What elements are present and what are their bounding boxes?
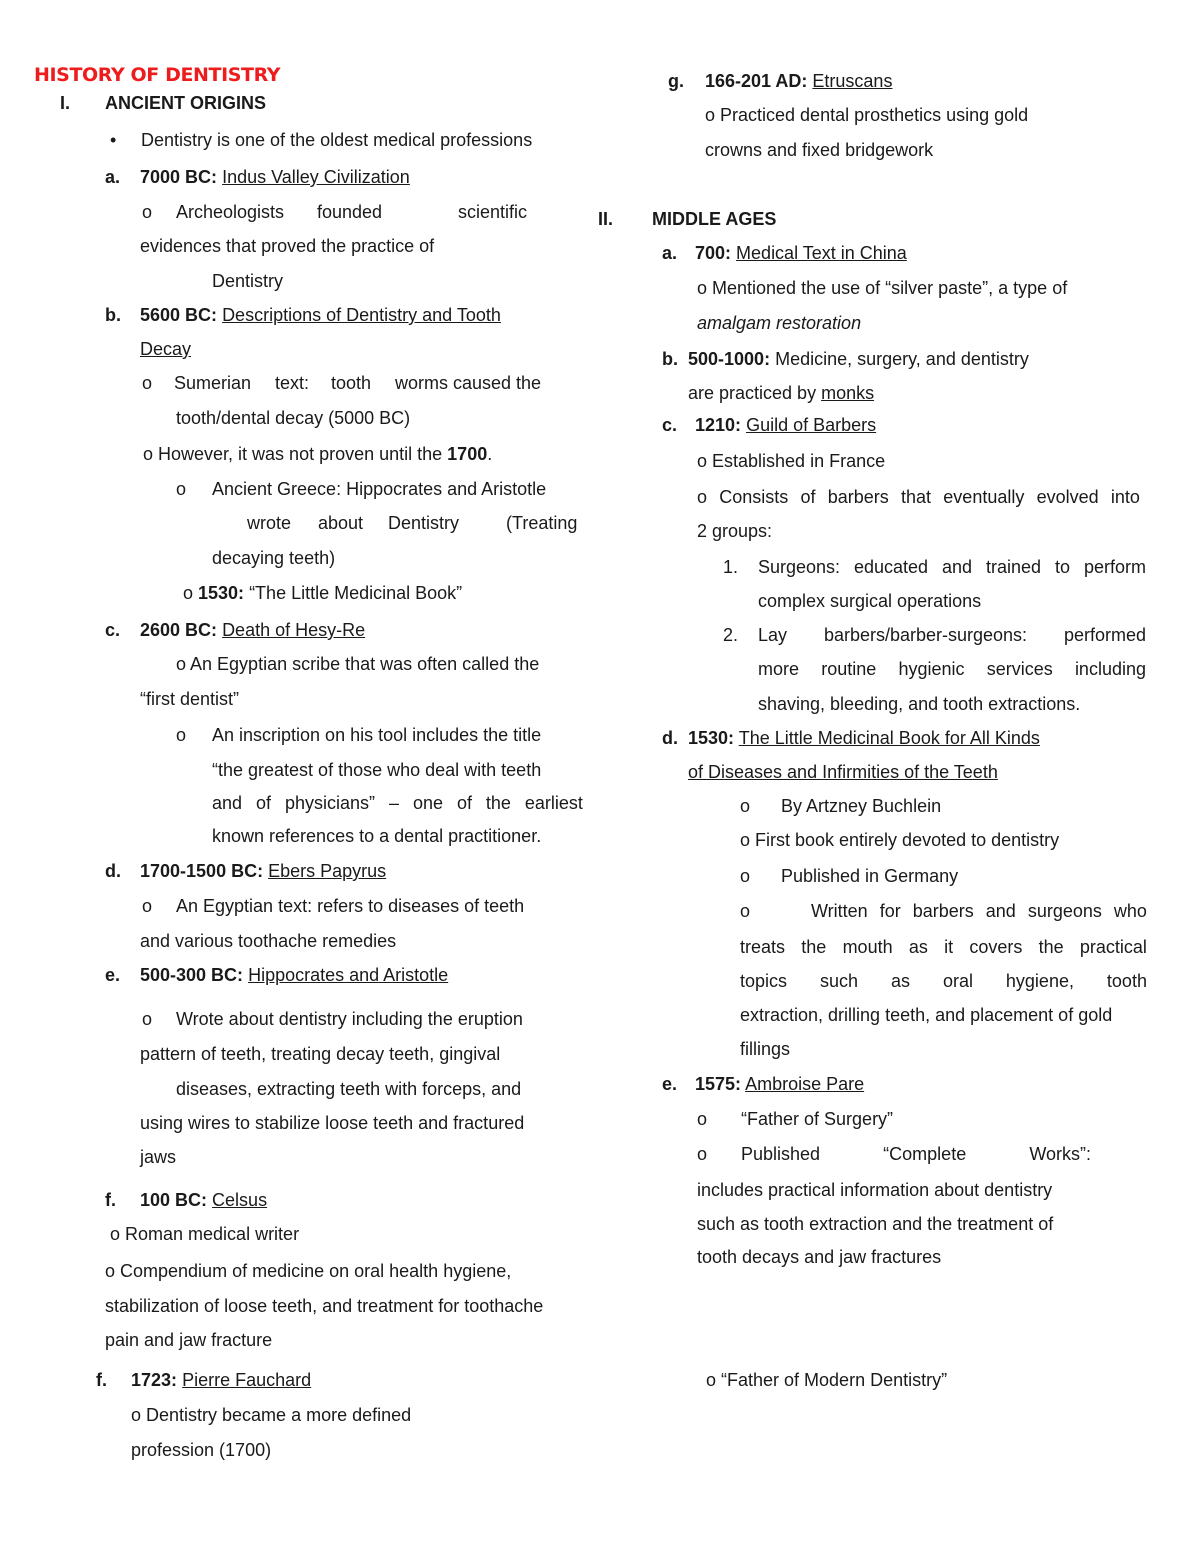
text-line: o Practiced dental prosthetics using gold (705, 105, 1029, 125)
text-line: known references to a dental practitioner. (212, 826, 542, 846)
text-line: jaws (140, 1147, 177, 1167)
section-number: I. (60, 93, 71, 113)
justified-line (697, 486, 1140, 508)
item-date: 500-1000: (688, 349, 771, 369)
list-number: 2. (723, 625, 739, 645)
text-word: trained (986, 557, 1042, 577)
justified-line (758, 556, 1146, 578)
text-word: educated (854, 557, 929, 577)
circle-bullet-icon: o (142, 896, 153, 916)
item-label: g. (668, 71, 684, 91)
item-date: 7000 BC: (140, 167, 218, 187)
text-word: performed (1063, 625, 1146, 645)
text-word: Dentistry (388, 513, 460, 533)
item-label: e. (105, 965, 121, 985)
circle-bullet-icon: o (142, 1009, 153, 1029)
item-topic: Death of Hesy-Re (222, 620, 366, 640)
text-line (143, 443, 492, 465)
text-word: “Complete (883, 1144, 967, 1164)
item-label: b. (105, 305, 121, 325)
text-line: An inscription on his tool includes the title (212, 725, 542, 745)
text-underline: monks (821, 383, 875, 403)
item-date: 1723: (131, 1370, 178, 1390)
text-line: using wires to stabilize loose teeth and fractured (140, 1113, 525, 1133)
text-line: o Mentioned the use of “silver paste”, a type of (697, 278, 1068, 298)
text-word: Surgeons: (758, 557, 841, 577)
item-label: d. (105, 861, 121, 881)
text-word: such (819, 971, 859, 991)
item-date: 700: (695, 243, 732, 263)
text-word: routine (821, 659, 877, 679)
text-word: more (758, 659, 800, 679)
justified-line (740, 936, 1147, 958)
item-heading (140, 860, 386, 882)
text-word: founded (317, 202, 383, 222)
text-word: barbers (912, 901, 974, 921)
item-topic: Ebers Papyrus (268, 861, 387, 881)
item-label: d. (662, 728, 678, 748)
text-part: . (487, 444, 493, 464)
justified-line (758, 624, 1146, 646)
text-word: and (212, 793, 243, 813)
item-topic: Celsus (212, 1190, 268, 1210)
item-heading (695, 1073, 864, 1095)
item-label: a. (662, 243, 678, 263)
text-line: o An Egyptian scribe that was often called the (176, 654, 540, 674)
text-line: Wrote about dentistry including the eruption (176, 1009, 523, 1029)
text-word: the (801, 937, 827, 957)
text-word: evolved (1036, 487, 1099, 507)
text-word: eventually (943, 487, 1025, 507)
text-word: oral (942, 971, 973, 991)
text-word: hygienic (898, 659, 965, 679)
text-word: tooth (331, 373, 372, 393)
text-line (688, 382, 874, 404)
text-part: o However, it was not proven until the (143, 444, 448, 464)
text-word: to (1054, 557, 1070, 577)
text-line: “first dentist” (140, 689, 240, 709)
text-word: Sumerian (174, 373, 252, 393)
text-word: Published (741, 1144, 821, 1164)
item-heading (140, 1189, 267, 1211)
text-word: tooth (1106, 971, 1147, 991)
item-label: f. (105, 1190, 116, 1210)
item-heading (705, 70, 892, 92)
text-word: for (879, 901, 901, 921)
text-word: o (697, 487, 708, 507)
text-word: Works”: (1029, 1144, 1091, 1164)
item-heading (140, 166, 410, 188)
circle-bullet-icon: o (176, 479, 187, 499)
text-line: crowns and fixed bridgework (705, 140, 934, 160)
text-line: o Roman medical writer (110, 1224, 300, 1244)
text-word: surgeons (1027, 901, 1102, 921)
item-topic: Medical Text in China (736, 243, 907, 263)
item-date: 166-201 AD: (705, 71, 808, 91)
item-date: 1530: (688, 728, 735, 748)
intro-text: Dentistry is one of the oldest medical professions (141, 130, 533, 150)
text-line: fillings (740, 1039, 791, 1059)
item-topic: Hippocrates and Aristotle (248, 965, 449, 985)
item-label: b. (662, 349, 678, 369)
text-word: services (986, 659, 1053, 679)
text-bold: 1530: (198, 583, 245, 603)
text-line: 2 groups: (697, 521, 773, 541)
text-word: Written (811, 901, 868, 921)
text-word: treats (740, 937, 786, 957)
text-line: o Compendium of medicine on oral health hygiene, (105, 1261, 512, 1281)
section-number: II. (598, 209, 614, 229)
justified-line (212, 792, 583, 814)
circle-bullet-icon: o (697, 1144, 708, 1164)
text-word: (Treating (506, 513, 578, 533)
text-word: one (412, 793, 443, 813)
item-heading (140, 964, 448, 986)
text-word: into (1110, 487, 1140, 507)
item-label: c. (105, 620, 121, 640)
text-line: stabilization of loose teeth, and treatment for toothache (105, 1296, 544, 1316)
text-line: extraction, drilling teeth, and placement of gold (740, 1005, 1113, 1025)
item-heading (688, 727, 1040, 749)
text-word: it (944, 937, 954, 957)
text-bold: 1700 (447, 444, 488, 464)
text-line: o First book entirely devoted to dentistry (740, 830, 1060, 850)
item-heading (695, 414, 876, 436)
item-date: 1700-1500 BC: (140, 861, 264, 881)
text-line: Ancient Greece: Hippocrates and Aristotle (212, 479, 547, 499)
item-date: 1575: (695, 1074, 742, 1094)
text-line: pattern of teeth, treating decay teeth, gingival (140, 1044, 501, 1064)
item-date: 1210: (695, 415, 742, 435)
list-number: 1. (723, 557, 739, 577)
text-word: perform (1083, 557, 1146, 577)
text-word: as (908, 937, 928, 957)
item-topic: Pierre Fauchard (182, 1370, 312, 1390)
text-word: – (388, 793, 399, 813)
text-word: about (318, 513, 364, 533)
text-word: Lay (758, 625, 788, 645)
text-word: scientific (458, 202, 528, 222)
text-word: that (901, 487, 932, 507)
text-line: evidences that proved the practice of (140, 236, 435, 256)
text-line: “Father of Surgery” (741, 1109, 894, 1129)
text-word: Consists (719, 487, 789, 507)
circle-bullet-icon: o (740, 796, 751, 816)
text-line: such as tooth extraction and the treatment of (697, 1214, 1054, 1234)
text-line: o Dentistry became a more defined (131, 1405, 412, 1425)
section-heading: ANCIENT ORIGINS (105, 93, 267, 113)
text-line: By Artzney Buchlein (781, 796, 942, 816)
item-label: e. (662, 1074, 678, 1094)
circle-bullet-icon: o (176, 725, 187, 745)
text-word: Archeologists (176, 202, 285, 222)
item-date: 5600 BC: (140, 305, 218, 325)
text-word: hygiene, (1005, 971, 1074, 991)
item-label: f. (96, 1370, 107, 1390)
text-word: and (985, 901, 1016, 921)
text-word: barbers (827, 487, 889, 507)
text-word: of (800, 487, 816, 507)
justified-line (741, 1143, 1091, 1165)
text-line: profession (1700) (131, 1440, 272, 1460)
text-word: as (890, 971, 910, 991)
text-word: covers (969, 937, 1023, 957)
item-topic: Etruscans (812, 71, 893, 91)
text-line: Published in Germany (781, 866, 959, 886)
section-heading: MIDDLE AGES (652, 209, 777, 229)
text-word: of (456, 793, 472, 813)
item-topic: Indus Valley Civilization (222, 167, 410, 187)
page-title: HISTORY OF DENTISTRY (34, 64, 281, 86)
text-line: includes practical information about dentistry (697, 1180, 1053, 1200)
text-line: o Established in France (697, 451, 886, 471)
text-word: wrote (247, 513, 292, 533)
item-label: c. (662, 415, 678, 435)
text-line: pain and jaw fracture (105, 1330, 273, 1350)
text-line (183, 582, 462, 604)
text-part: “The Little Medicinal Book” (244, 583, 463, 603)
text-word: barbers/barber-surgeons: (823, 625, 1028, 645)
item-topic: Decay (140, 339, 192, 359)
text-line: tooth decays and jaw fractures (697, 1247, 942, 1267)
justified-line (811, 900, 1147, 922)
text-line: Dentistry (212, 271, 284, 291)
circle-bullet-icon: o (697, 1109, 708, 1129)
item-date: 2600 BC: (140, 620, 218, 640)
item-topic: The Little Medicinal Book for All Kinds (738, 728, 1040, 748)
text-line: shaving, bleeding, and tooth extractions. (758, 694, 1081, 714)
item-topic: Descriptions of Dentistry and Tooth (222, 305, 501, 325)
text-word: of (256, 793, 272, 813)
text-line: decaying teeth) (212, 548, 336, 568)
circle-bullet-icon: o (740, 866, 751, 886)
item-topic: Guild of Barbers (746, 415, 877, 435)
item-label: a. (105, 167, 121, 187)
text-word: earliest (524, 793, 583, 813)
item-heading (688, 348, 1029, 370)
text-word: the (485, 793, 511, 813)
text-part: o (183, 583, 199, 603)
text-word: topics (740, 971, 788, 991)
item-topic: Ambroise Pare (745, 1074, 865, 1094)
text-word: who (1113, 901, 1147, 921)
text-word: including (1074, 659, 1146, 679)
item-date: 500-300 BC: (140, 965, 244, 985)
item-date: 100 BC: (140, 1190, 208, 1210)
item-heading (140, 619, 365, 641)
circle-bullet-icon: o (740, 901, 751, 921)
text-line: An Egyptian text: refers to diseases of teeth (176, 896, 525, 916)
circle-bullet-icon: o (142, 202, 153, 222)
text-word: practical (1079, 937, 1147, 957)
text-line: complex surgical operations (758, 591, 982, 611)
text-line: “the greatest of those who deal with teeth (212, 760, 542, 780)
item-heading (695, 242, 907, 264)
item-heading (131, 1369, 311, 1391)
text-line: diseases, extracting teeth with forceps, and (176, 1079, 522, 1099)
text-part: Medicine, surgery, and dentistry (770, 349, 1029, 369)
justified-line (758, 658, 1146, 680)
text-part: are practiced by (688, 383, 822, 403)
text-line: amalgam restoration (697, 313, 862, 333)
text-word: mouth (842, 937, 893, 957)
justified-line (740, 970, 1147, 992)
text-word: text: (275, 373, 310, 393)
bullet-icon: • (110, 130, 117, 150)
circle-bullet-icon: o (142, 373, 153, 393)
text-line: and various toothache remedies (140, 931, 397, 951)
text-word: physicians” (284, 793, 376, 813)
item-topic: of Diseases and Infirmities of the Teeth (688, 762, 998, 782)
text-line: o “Father of Modern Dentistry” (706, 1370, 948, 1390)
text-line: tooth/dental decay (5000 BC) (176, 408, 411, 428)
text-word: the (1038, 937, 1064, 957)
text-word: worms caused the (395, 373, 542, 393)
item-heading (140, 304, 501, 326)
text-word: and (942, 557, 973, 577)
